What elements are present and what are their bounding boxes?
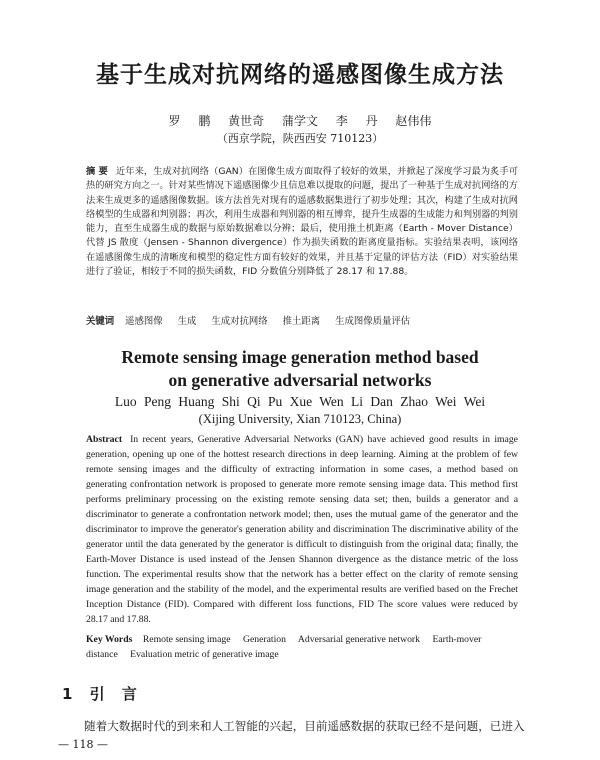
chinese-abstract-label: 摘 要: [86, 166, 108, 177]
chinese-keyword: 推土距离: [282, 316, 321, 327]
section-heading: [62, 683, 137, 704]
english-title-line: on generative adversarial networks: [168, 370, 432, 390]
section-title: 引 言: [89, 685, 137, 703]
chinese-title: 基于生成对抗网络的遥感图像生成方法: [96, 62, 504, 88]
english-abstract-label: Abstract: [86, 434, 123, 445]
english-keyword: Earth-mover distance: [86, 634, 482, 660]
english-keyword: Evaluation metric of generative image: [130, 649, 279, 660]
english-keywords: [86, 632, 518, 662]
english-keyword: Adversarial generative network: [297, 634, 421, 645]
english-title-line: Remote sensing image generation method based: [121, 347, 479, 367]
english-affiliation: (Xijing University, Xian 710123, China): [198, 412, 402, 426]
chinese-affiliation: （西京学院，陕西西安 710123）: [216, 132, 384, 145]
chinese-abstract: [86, 165, 518, 279]
english-keyword: Generation: [242, 634, 286, 645]
english-keyword: Remote sensing image: [142, 634, 231, 645]
chinese-keywords: [86, 313, 518, 327]
english-abstract-text: In recent years, Generative Adversarial Networks (GAN) have achieved good results in image generation, opening up one of the hottest research directions in deep learning. Aiming at the problem of few remote sensing images and the difficulty of extracting information in some cases, a method based on generating confrontation network is proposed to generate more remote sensing image data. This method first performs preliminary processing on the existing remote sensing data set; then, builds a generator and a discriminator to generate a confrontation network model; then, uses the mutual game of the generator and the discriminator to improve the generator's generation ability and discrimination The discriminative ability of the generator until the data generated by the generator is difficult to distinguish from the original data; finally, the Earth-Mover Distance is used instead of the Jensen Shannon divergence as the distance metric of the loss function. The experimental results show that the network has a better effect on the clarity of remote sensing image generation and the stability of the model, and the experimental results are verified based on the Frechet Inception Distance (FID). Compared with different loss functions, FID The score values were reduced by 28.17 and 17.88.: [86, 434, 518, 625]
chinese-authors: 罗 鹏 黄世奇 蒲学文 李 丹 赵伟伟: [168, 114, 432, 128]
chinese-keyword: 生成图像质量评估: [335, 316, 411, 327]
chinese-keyword: 生成: [177, 316, 197, 327]
chinese-keyword: 遥感图像: [125, 316, 163, 327]
chinese-abstract-text: 近年来，生成对抗网络（GAN）在图像生成方面取得了较好的效果，并掀起了深度学习最为炙手可热的研究方向之一。针对某些情况下遥感图像少且信息难以提取的问题，提出了一种基于生成对抗网络的方法来生成更多的遥感图像数据。该方法首先对现有的遥感数据集进行了初步处理；其次，构建了生成对抗网络模型的生成器和判别器；再次，利用生成器和判别器的相互博弈，提升生成器的生成能力和判别器的判别能力，直至生成器生成的数据与原始数据难以分辨；最后，使用推土机距离（Earth - Mover Distance）代替 JS 散度（Jensen - Shannon divergence）作为损失函数的距离度量指标。实验结果表明，该网络在遥感图像生成的清晰度和模型的稳定性方面有较好的效果，并且基于定量的评估方法（FID）对实验结果进行了验证，相较于不同的损失函数，FID 分数值分别降低了 28.17 和 17.88。: [86, 166, 518, 278]
body-paragraph: 随着大数据时代的到来和人工智能的兴起，目前遥感数据的获取已经不是问题，已进入: [84, 719, 525, 733]
page-number: — 118 —: [58, 738, 108, 751]
chinese-keyword: 生成对抗网络: [211, 316, 268, 327]
english-authors: Luo Peng Huang Shi Qi Pu Xue Wen Li Dan Zhao Wei Wei: [114, 394, 486, 409]
section-number: 1: [62, 685, 73, 703]
english-keywords-label: Key Words: [86, 634, 133, 645]
english-abstract: [86, 432, 518, 627]
chinese-keywords-label: 关键词: [86, 316, 115, 327]
english-title: [0, 346, 600, 392]
